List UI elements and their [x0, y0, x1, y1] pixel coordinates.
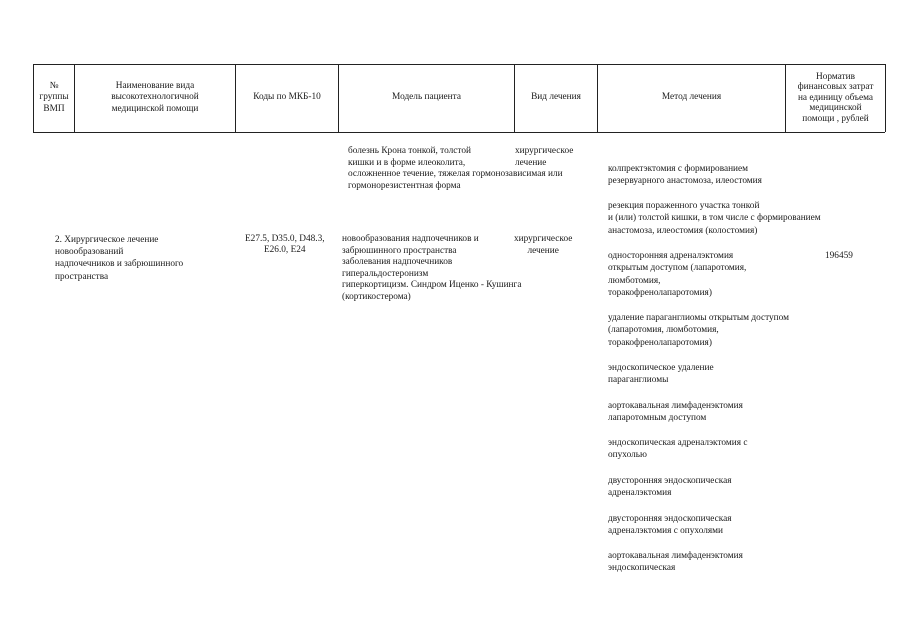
- method-item: двусторонняя эндоскопическая адреналэктомия: [608, 476, 732, 499]
- patient-model: новообразования надпочечников и забрюшинного пространства заболевания надпочечников гиперальдостеронизм гиперкортицизм. Синдром Иценко - Кушинга (кортикостерома): [342, 234, 522, 302]
- header-patient-model: Модель пациента: [392, 92, 461, 103]
- header-treatment-method: Метод лечения: [661, 92, 722, 103]
- icd-codes: E27.5, D35.0, D48.3, E26.0, E24: [245, 234, 325, 256]
- method-item: аортокавальная лимфаденэктомия лапаротомным доступом: [608, 401, 743, 424]
- header-group-number: № группы ВМП: [39, 80, 69, 114]
- method-item: аортокавальная лимфаденэктомия эндоскопическая: [608, 551, 743, 574]
- header-icd-codes: Коды по МКБ-10: [253, 92, 321, 103]
- method-item: односторонняя адреналэктомия открытым доступом (лапаротомия, люмботомия, торакофренолапаротомия): [608, 251, 747, 299]
- prev-patient-model: болезнь Крона тонкой, толстой кишки и в форме илеоколита, осложненное течение, тяжелая гормонозависимая или гормонорезистентная форма: [348, 146, 563, 191]
- header-cost-norm: Норматив финансовых затрат на единицу объема медицинской помощи , рублей: [797, 71, 874, 124]
- method-item: удаление параганглиомы открытым доступом (лапаротомия, люмботомия, торакофренолапаротомия): [608, 313, 790, 348]
- cost-value: 196459: [825, 251, 853, 261]
- method-item: эндоскопическое удаление параганглиомы: [608, 363, 714, 386]
- prev-treatment-type: хирургическое лечение: [515, 146, 574, 168]
- group-name: 2. Хирургическое лечение новообразований надпочечников и забрюшинного пространства: [55, 235, 184, 282]
- header-divider: [885, 64, 886, 132]
- header-treatment-type: Вид лечения: [531, 92, 581, 103]
- prev-method-2: резекция пораженного участка тонкой и (или) толстой кишки, в том числе с формированием анастомоза, илеостомия (колостомия): [608, 201, 821, 236]
- header-care-type: Наименование вида высокотехнологичной медицинской помощи: [111, 80, 199, 114]
- method-item: эндоскопическая адреналэктомия с опухолью: [608, 438, 748, 461]
- prev-method-1: колпректэктомия с формированием резервуарного анастомоза, илеостомия: [608, 164, 762, 187]
- method-item: двусторонняя эндоскопическая адреналэктомия с опухолями: [608, 514, 732, 537]
- treatment-type: хирургическое лечение: [514, 234, 573, 256]
